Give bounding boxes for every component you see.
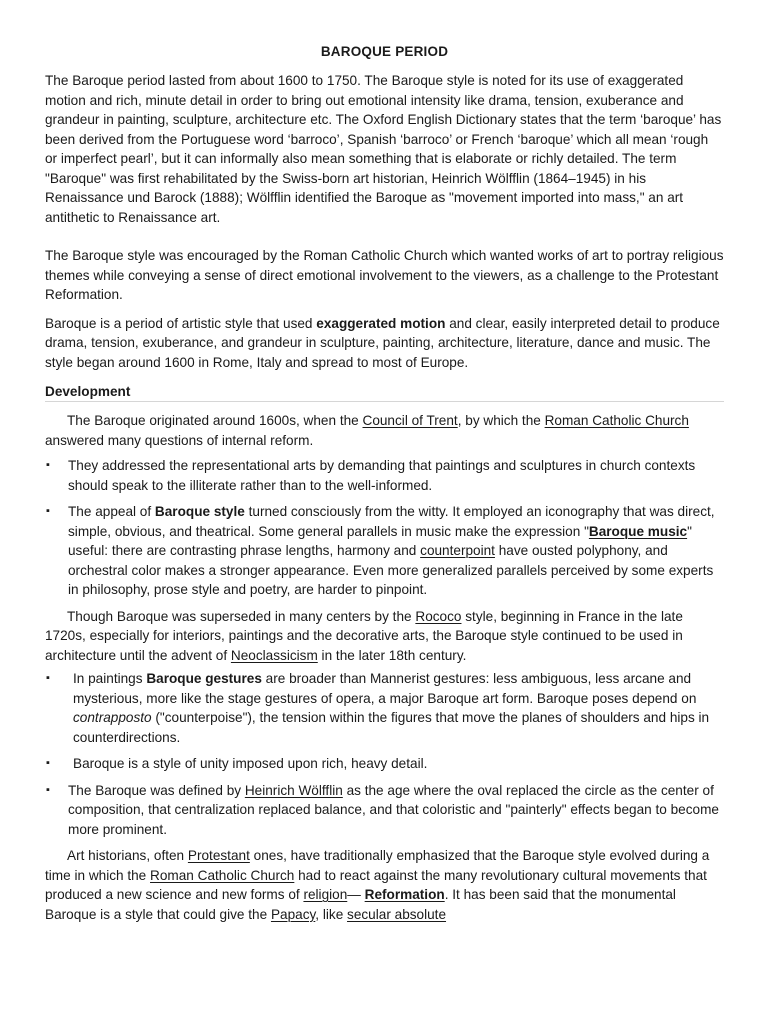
link-religion[interactable]: religion — [303, 887, 348, 902]
text-run: Though Baroque was superseded in many centers by the — [67, 608, 416, 624]
rococo-paragraph — [45, 607, 724, 666]
link-reformation[interactable]: Reformation — [364, 887, 445, 902]
definition-paragraph — [45, 314, 724, 373]
text-run: — — [347, 887, 365, 902]
list-item — [45, 669, 724, 747]
link-counterpoint[interactable]: counterpoint — [420, 543, 495, 558]
text-run: style, beginning in France in the late 1720s, especially for interiors, paintings and the decorative arts, the Baroque style continued to be used in architecture until the advent of — [45, 608, 683, 663]
text-run: , like — [315, 906, 348, 922]
link-baroque-music[interactable]: Baroque music — [588, 523, 688, 539]
text-run: " useful: there are contrasting phrase lengths, harmony and — [68, 523, 692, 558]
text-run: In paintings — [73, 671, 147, 686]
text-run: . It has been said that the monumental Baroque is a style that could give the — [45, 887, 676, 922]
text-run: ("counterpoise"), the tension within the figures that move the planes of shoulders and hips in counterdirections. — [73, 710, 710, 745]
text-run: in the later 18th century. — [317, 647, 467, 663]
list-item — [45, 781, 724, 840]
italic-term: contrapposto — [73, 710, 152, 725]
bullet-list-3 — [45, 781, 724, 840]
link-papacy[interactable]: Papacy — [270, 906, 316, 922]
text-run: They addressed the representational arts by demanding that paintings and sculptures in church contexts should speak to the illiterate rather than to the well-informed. — [68, 458, 696, 493]
text-run: Art historians, often — [67, 848, 188, 863]
text-run: have ousted polyphony, and orchestral color makes a stronger appearance. Even more generalized parallels perceived by some experts in philosophy, prose style and poetry, are harder to pinpoint. — [68, 543, 714, 597]
text-run: as the age where the oval replaced the circle as the center of composition, that centralization replaced balance, and that coloristic and "painterly" effects began to become more prominent. — [68, 782, 719, 837]
text-run: Baroque is a period of artistic style that used — [45, 315, 317, 331]
document-title: BAROQUE PERIOD — [320, 44, 449, 59]
text-run: The Baroque originated around 1600s, when the — [67, 413, 363, 428]
text-run: Baroque is a style of unity imposed upon rich, heavy detail. — [73, 756, 428, 771]
link-protestant[interactable]: Protestant — [187, 848, 250, 863]
origin-paragraph — [45, 411, 724, 450]
art-historians-paragraph — [45, 846, 724, 924]
text-run: and clear, easily interpreted detail to produce drama, tension, exuberance, and grandeur in sculpture, painting, architecture, literature, dance and music. The style began around 1600 in Rome, Italy and spread to most of Europe. — [45, 315, 720, 370]
bullet-marker: ▪ — [46, 459, 50, 471]
link-roman-catholic-church[interactable]: Roman Catholic Church — [544, 413, 689, 428]
text-run: turned consciously from the witty. It employed an iconography that was direct, simple, obvious, and theatrical. Some general parallels in music make the expression " — [68, 504, 715, 539]
link-secular-absolute[interactable]: secular absolute — [347, 906, 447, 922]
bold-term: Baroque gestures — [146, 671, 262, 686]
bullet-list-2 — [45, 669, 724, 774]
text-run: answered many questions of internal reform. — [45, 432, 314, 448]
text-run: The appeal of — [68, 504, 155, 519]
bullet-marker: ▪ — [46, 505, 50, 517]
bullet-marker: ▪ — [46, 757, 50, 769]
bullet-marker: ▪ — [46, 672, 50, 684]
bold-term: Baroque style — [154, 504, 245, 519]
link-neoclassicism[interactable]: Neoclassicism — [230, 647, 318, 663]
text-run: are broader than Mannerist gestures: less ambiguous, less arcane and mysterious, more like the stage gestures of opera, a major Baroque art form. Baroque poses depend on — [73, 671, 697, 706]
list-item — [45, 456, 724, 495]
link-council-of-trent[interactable]: Council of Trent — [362, 413, 458, 428]
link-heinrich-wolfflin[interactable]: Heinrich Wölfflin — [244, 782, 343, 798]
list-item — [45, 502, 724, 600]
link-roman-catholic-church[interactable]: Roman Catholic Church — [150, 867, 295, 883]
intro-paragraph: The Baroque period lasted from about 1600 to 1750. The Baroque style is noted for its use of exaggerated motion and rich, minute detail in order to bring out emotional intensity like drama, tension, exuberance and grandeur in painting, sculpture, architecture etc. The Oxford English Dictionary states that the term ‘baroque’ has been derived from the Portuguese word ‘barroco’, Spanish ‘barroco’ or French ‘baroque’ which all mean ‘rough or imperfect pearl’, but it can informally also mean something that is elaborate or richly detailed. The term "Baroque" was first rehabilitated by the Swiss-born art historian, Heinrich Wölfflin (1864–1945) in his Renaissance und Barock (1888); Wölfflin identified the Baroque as "movement imported into mass," an art antithetic to Renaissance art. — [45, 73, 722, 225]
text-run: The Baroque was defined by — [68, 782, 245, 798]
bullet-marker: ▪ — [46, 783, 50, 796]
section-heading-development: Development — [45, 384, 724, 402]
bullet-list-1 — [45, 456, 724, 600]
text-run: ones, have traditionally emphasized that the Baroque style evolved during a time in which the — [45, 848, 710, 883]
text-run: had to react against the many revolutionary cultural movements that produced a new science and new forms of — [45, 867, 707, 902]
bold-term: exaggerated motion — [316, 315, 446, 331]
link-rococo[interactable]: Rococo — [415, 608, 462, 624]
text-run: , by which the — [457, 413, 545, 428]
list-item — [45, 754, 724, 774]
church-paragraph: The Baroque style was encouraged by the Roman Catholic Church which wanted works of art to portray religious themes while conveying a sense of direct emotional involvement to the viewers, as a challenge to the Protestant Reformation. — [45, 248, 724, 302]
